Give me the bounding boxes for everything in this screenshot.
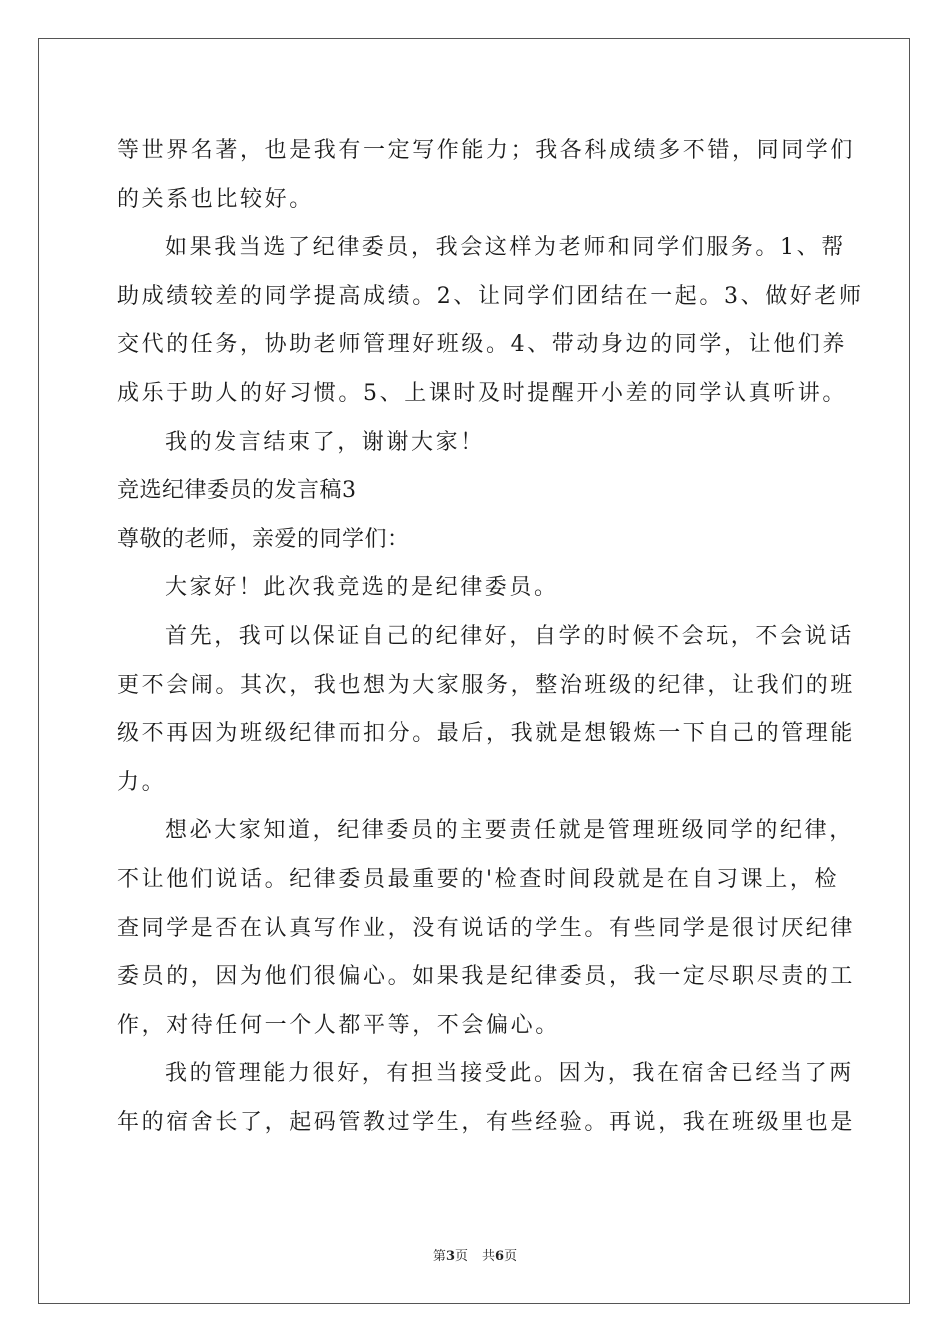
paragraph-start-line: 首先，我可以保证自己的纪律好，自学的时候不会玩，不会说话 (165, 623, 854, 649)
text-line: 的关系也比较好。 (117, 186, 314, 212)
text-line: 级不再因为班级纪律而扣分。最后，我就是想锻炼一下自己的管理能 (117, 721, 856, 747)
paragraph-start-line: 我的发言结束了，谢谢大家！ (165, 429, 485, 455)
text-line: 更不会闹。其次，我也想为大家服务，整治班级的纪律，让我们的班 (117, 672, 856, 698)
text-line: 不让他们说话。纪律委员最重要的'检查时间段就是在自习课上，检 (117, 866, 840, 892)
paragraph-start-line: 我的管理能力很好，有担当接受此。因为，我在宿舍已经当了两 (165, 1061, 854, 1087)
total-label-prefix: 共 (482, 1249, 496, 1264)
total-page-number: 6 (495, 1249, 505, 1264)
page-label-prefix: 第 (432, 1249, 446, 1264)
text-line: 年的宿舍长了，起码管教过学生，有些经验。再说，我在班级里也是 (117, 1109, 856, 1135)
text-line: 委员的，因为他们很偏心。如果我是纪律委员，我一定尽职尽责的工 (117, 964, 856, 990)
paragraph-start-line: 如果我当选了纪律委员，我会这样为老师和同学们服务。1、帮 (165, 235, 846, 261)
text-line: 查同学是否在认真写作业，没有说话的学生。有些同学是很讨厌纪律 (117, 915, 856, 941)
text-line: 成乐于助人的好习惯。5、上课时及时提醒开小差的同学认真听讲。 (117, 380, 847, 406)
current-page-number: 3 (445, 1249, 455, 1264)
text-line: 等世界名著，也是我有一定写作能力；我各科成绩多不错，同同学们 (117, 138, 856, 163)
paragraph-start-line: 想必大家知道，纪律委员的主要责任就是管理班级同学的纪律， (165, 818, 854, 844)
page-footer (0, 1245, 950, 1264)
salutation: 尊敬的老师，亲爱的同学们： (117, 526, 410, 552)
paragraph-start-line: 大家好！此次我竞选的是纪律委员。 (165, 575, 559, 601)
text-line: 助成绩较差的同学提高成绩。2、让同学们团结在一起。3、做好老师 (117, 283, 864, 309)
section-title: 竞选纪律委员的发言稿3 (117, 478, 357, 504)
page-label-suffix: 页 (454, 1249, 468, 1264)
text-line: 力。 (117, 769, 167, 795)
text-line: 作，对待任何一个人都平等，不会偏心。 (117, 1012, 560, 1038)
text-line: 交代的任务，协助老师管理好班级。4、带动身边的同学，让他们养 (117, 332, 847, 358)
total-label-suffix: 页 (504, 1249, 518, 1264)
document-body (117, 127, 864, 1147)
